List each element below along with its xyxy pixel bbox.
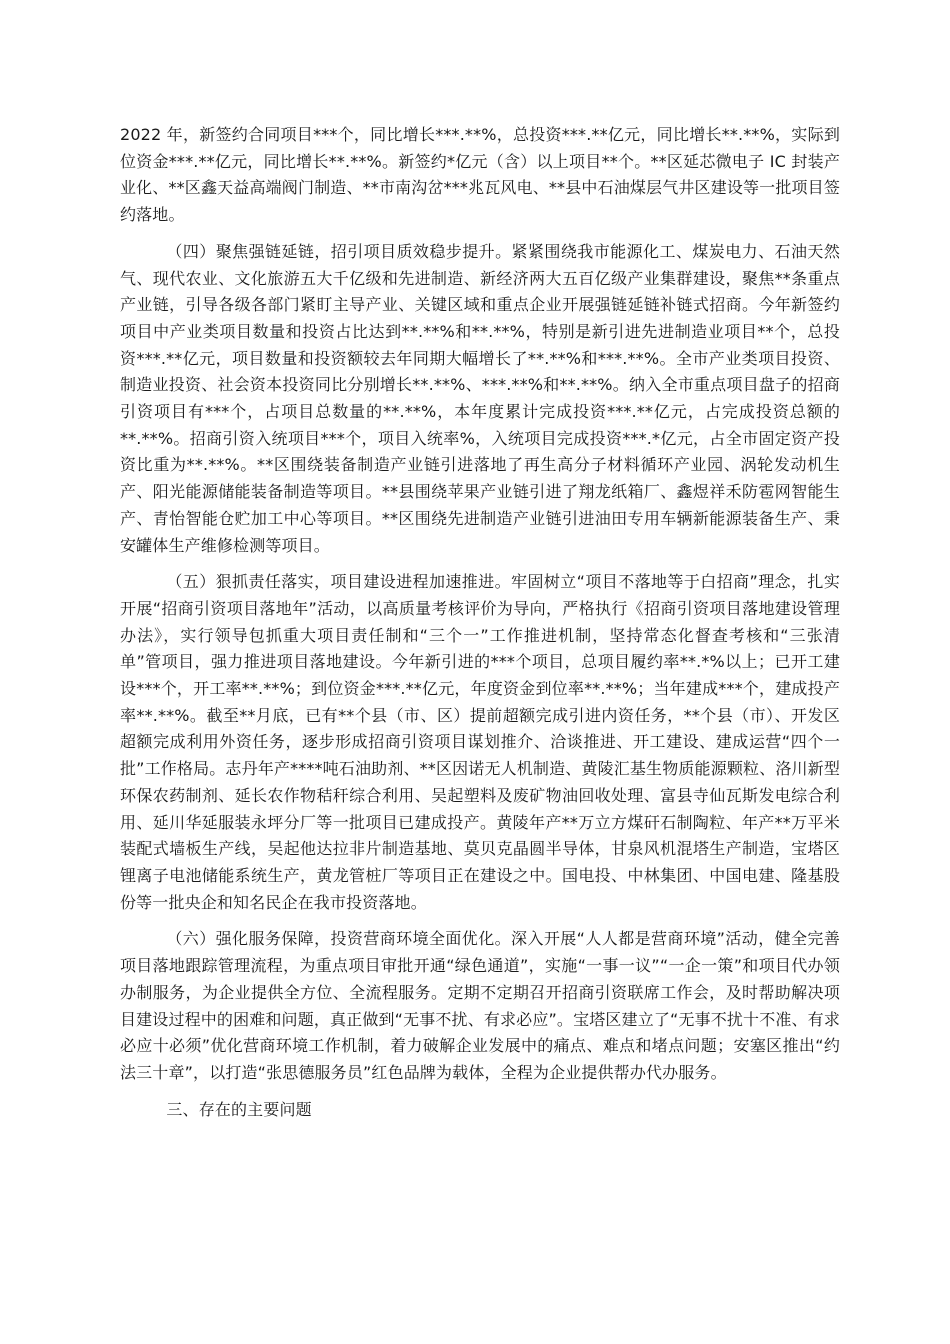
document-page bbox=[120, 122, 840, 1123]
paragraph-four-industry-chain: （四）聚焦强链延链，招引项目质效稳步提升。紧紧围绕我市能源化工、煤炭电力、石油天然气、现代农业、文化旅游五大千亿级和先进制造、新经济两大五百亿级产业集群建设，聚焦**条重点产业链，引导各级各部门紧盯主导产业、关键区域和重点企业开展强链延链补链式招商。今年新签约项目中产业类项目数量和投资占比达到**.**%和**.**%，特别是新引进先进制造业项目**个，总投资***.**亿元，项目数量和投资额较去年同期大幅增长了**.**%和***.**%。全市产业类项目投资、制造业投资、社会资本投资同比分别增长**.**%、***.**%和**.**%。纳入全市重点项目盘子的招商引资项目有***个，占项目总数量的**.**%，本年度累计完成投资***.**亿元，占完成投资总额的**.**%。招商引资入统项目***个，项目入统率%，入统项目完成投资***.*亿元，占全市固定资产投资比重为**.**%。**区围绕装备制造产业链引进落地了再生高分子材料循环产业园、涡轮发动机生产、阳光能源储能装备制造等项目。**县围绕苹果产业链引进了翔龙纸箱厂、鑫煜祥禾防雹网智能生产、青怡智能仓贮加工中心等项目。**区围绕先进制造产业链引进油田专用车辆新能源装备生产、秉安罐体生产维修检测等项目。 bbox=[120, 241, 840, 555]
paragraph-five-responsibility: （五）狠抓责任落实，项目建设进程加速推进。牢固树立“项目不落地等于白招商”理念，扎实开展“招商引资项目落地年”活动，以高质量考核评价为导向，严格执行《招商引资项目落地建设管理办法》，实行领导包抓重大项目责任制和“三个一”工作推进机制，坚持常态化督查考核和“三张清单”管项目，强力推进项目落地建设。今年新引进的***个项目，总项目履约率**.*%以上；已开工建设***个，开工率**.**%；到位资金***.**亿元，年度资金到位率**.**%；当年建成***个，建成投产率**.**%。截至**月底，已有**个县（市、区）提前超额完成引进内资任务，**个县（市）、开发区超额完成利用外资任务，逐步形成招商引资项目谋划推介、洽谈推进、开工建设、建成运营“四个一批”工作格局。志丹年产****吨石油助剂、**区因诺无人机制造、黄陵汇基生物质能源颗粒、洛川新型环保农药制剂、延长农作物秸秆综合利用、吴起塑料及废矿物油回收处理、富县寺仙瓦斯发电综合利用、延川华延服装永坪分厂等一批项目已建成投产。黄陵年产**万立方煤矸石制陶粒、年产**万平米装配式墙板生产线，吴起他达拉非片制造基地、莫贝克晶圆半导体，甘泉风机混塔生产制造，宝塔区锂离子电池储能系统生产，黄龙管桩厂等项目正在建设之中。国电投、中林集团、中国电建、隆基股份等一批央企和知名民企在我市投资落地。 bbox=[120, 572, 840, 912]
section-heading-main-problems: 三、存在的主要问题 bbox=[166, 1099, 312, 1119]
paragraph-2022-summary: 2022 年，新签约合同项目***个，同比增长***.**%，总投资***.**亿元，同比增长**.**%，实际到位资金***.**亿元，同比增长**.**%。新签约*亿元（含）以上项目**个。**区延芯微电子 IC 封装产业化、**区鑫天益高端阀门制造、**市南沟岔***兆瓦风电、**县中石油煤层气井区建设等一批项目签约落地。 bbox=[120, 125, 840, 225]
paragraph-six-service: （六）强化服务保障，投资营商环境全面优化。深入开展“人人都是营商环境”活动，健全完善项目落地跟踪管理流程，为重点项目审批开通“绿色通道”，实施“一事一议”“一企一策”和项目代办领办制服务，为企业提供全方位、全流程服务。定期不定期召开招商引资联席工作会，及时帮助解决项目建设过程中的困难和问题，真正做到“无事不扰、有求必应”。宝塔区建立了“无事不扰十不准、有求必应十必须”优化营商环境工作机制，着力破解企业发展中的痛点、难点和堵点问题；安塞区推出“约法三十章”，以打造“张思德服务员”红色品牌为载体，全程为企业提供帮办代办服务。 bbox=[120, 929, 840, 1082]
